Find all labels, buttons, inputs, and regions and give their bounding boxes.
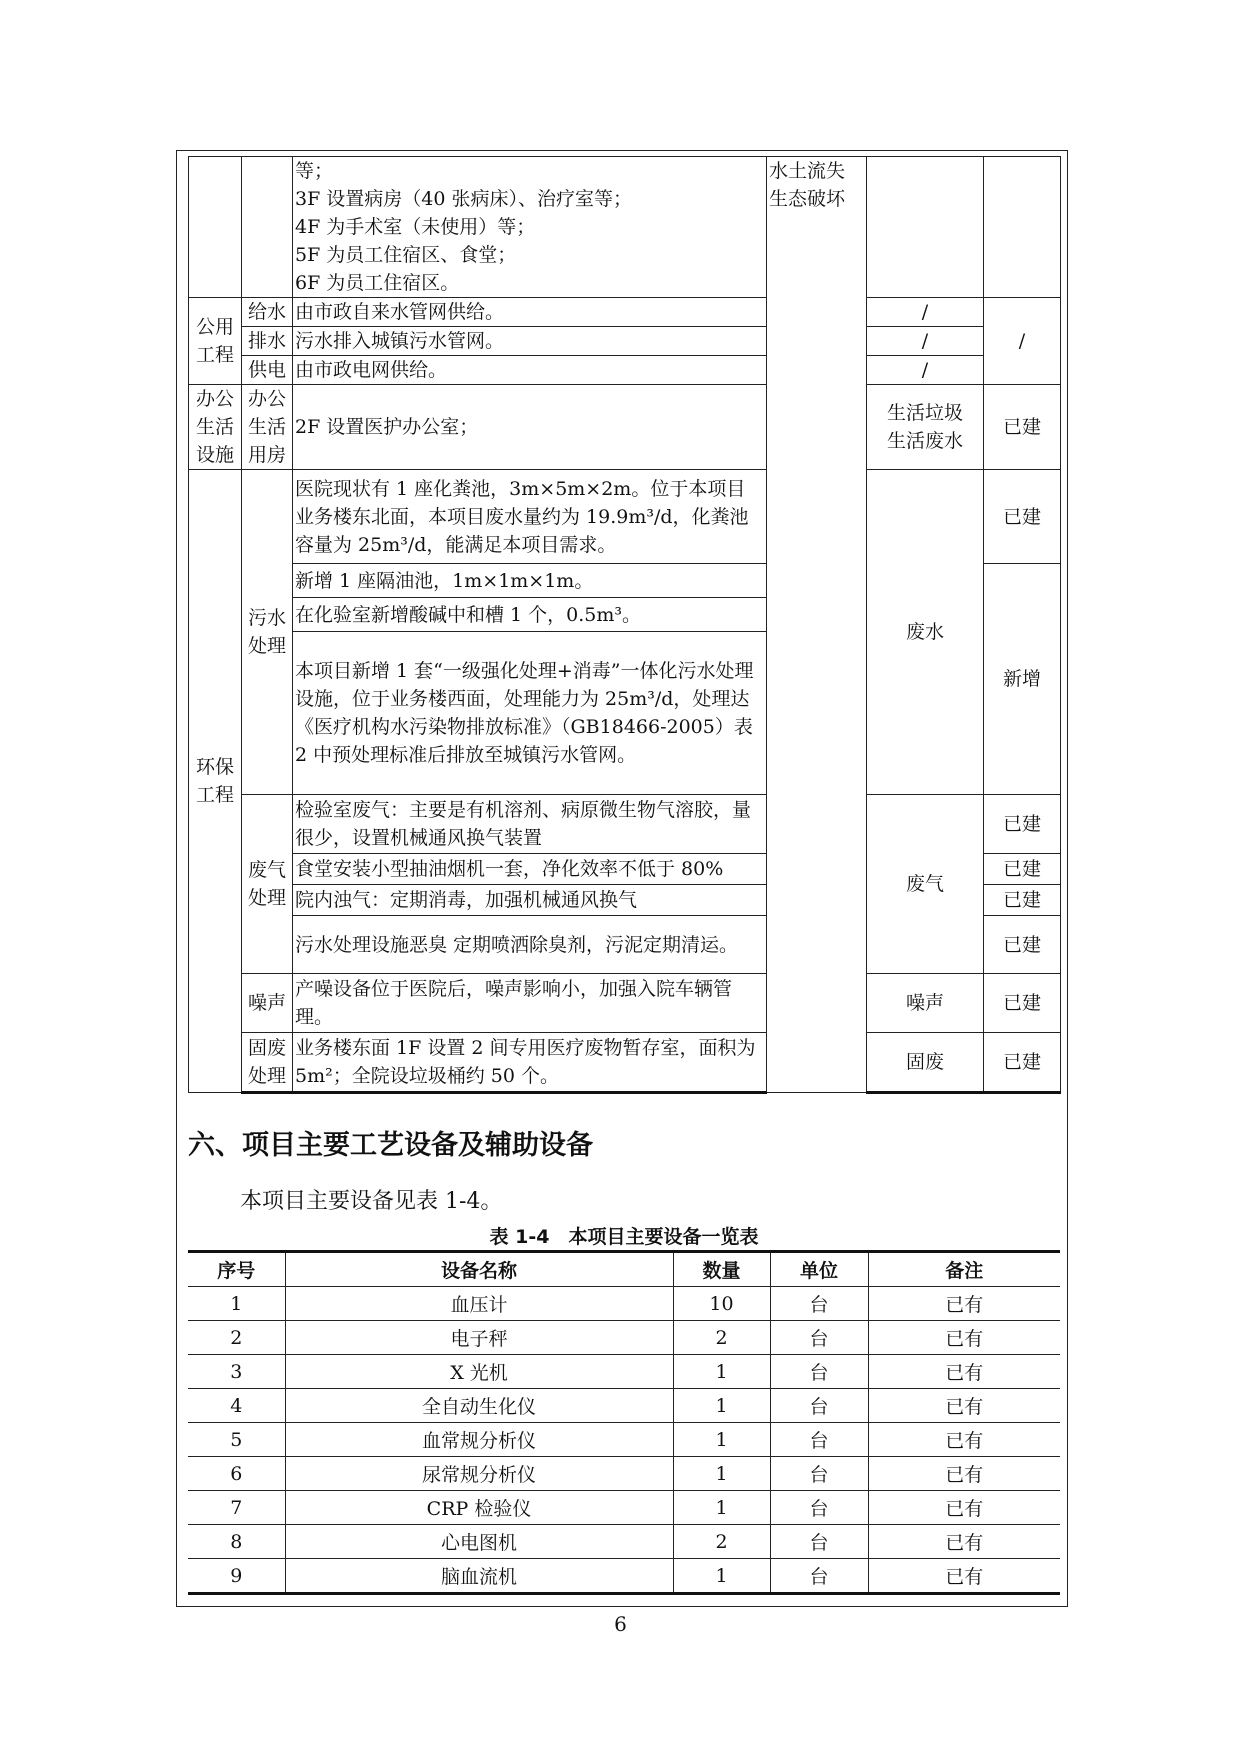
table-cell: 1 [673,1559,770,1594]
table-cell: 台 [770,1491,868,1525]
table-cell: 9 [188,1559,285,1594]
header-cell: 数量 [673,1252,770,1287]
table-cell: 1 [673,1457,770,1491]
table-cell: 台 [770,1321,868,1355]
table-cell [293,157,767,298]
content-cell: 食堂安装小型抽油烟机一套，净化效率不低于 80% [293,854,767,885]
category-cell: 环保工程 [189,470,242,1093]
item-cell: 噪声 [242,974,293,1033]
category-cell: 办公生活设施 [189,385,242,470]
status-cell: 已建 [984,795,1061,854]
table-row [189,327,1061,356]
item-cell: 排水 [242,327,293,356]
table-header-row [188,1252,1060,1287]
table-cell: 1 [673,1423,770,1457]
table-cell: 已有 [868,1287,1060,1321]
line: 5F 为员工住宿区、食堂； [295,244,517,266]
table-cell: 已有 [868,1525,1060,1559]
table-row [188,1423,1060,1457]
table-cell: 2 [188,1321,285,1355]
content-cell: 业务楼东面 1F 设置 2 间专用医疗废物暂存室，面积为 5m²；全院设垃圾桶约 50 个。 [293,1033,767,1093]
pollutant-cell: 废气 [867,795,984,974]
line: 6F 为员工住宿区。 [295,272,460,294]
table-cell: 已有 [868,1389,1060,1423]
status-cell: 已建 [984,974,1061,1033]
section-heading: 六、项目主要工艺设备及辅助设备 [188,1130,593,1161]
line: 生活垃圾 [886,402,963,424]
table-cell: 7 [188,1491,285,1525]
table-cell: 1 [673,1491,770,1525]
table-cell: 1 [673,1389,770,1423]
table-row [189,974,1061,1033]
table-cell: 血常规分析仪 [285,1423,673,1457]
table-cell: 已有 [868,1321,1060,1355]
table-cell [242,157,293,298]
pollutant-cell: / [867,327,984,356]
table-cell: 脑血流机 [285,1559,673,1594]
line: 3F 设置病房（40 张病床）、治疗室等； [295,188,633,210]
table-cell: 3 [188,1355,285,1389]
table-cell: 心电图机 [285,1525,673,1559]
line: 4F 为手术室（未使用）等； [295,216,536,238]
table-caption: 表 1-4 本项目主要设备一览表 [489,1226,759,1248]
table-cell: 4 [188,1389,285,1423]
table-cell: 已有 [868,1559,1060,1594]
status-cell: 已建 [984,1033,1061,1093]
item-cell: 给水 [242,298,293,327]
table-row [189,470,1061,564]
header-cell: 单位 [770,1252,868,1287]
content-cell: 在化验室新增酸碱中和槽 1 个，0.5m³。 [293,598,767,632]
table-row [189,1033,1061,1093]
item-cell: 固废处理 [242,1033,293,1093]
content-cell: 2F 设置医护办公室； [293,385,767,470]
content-cell: 检验室废气：主要是有机溶剂、病原微生物气溶胶，量很少，设置机械通风换气装置 [293,795,767,854]
table-row [188,1491,1060,1525]
table-cell: 血压计 [285,1287,673,1321]
status-cell: 已建 [984,385,1061,470]
status-cell: 已建 [984,885,1061,916]
pollutant-cell: 废水 [867,470,984,795]
table-row [188,1457,1060,1491]
content-cell: 医院现状有 1 座化粪池，3m×5m×2m。位于本项目业务楼东北面，本项目废水量约为 19.9m³/d，化粪池容量为 25m³/d，能满足本项目需求。 [293,470,767,564]
table-cell: 台 [770,1559,868,1594]
pollutant-cell: 噪声 [867,974,984,1033]
category-cell: 公用工程 [189,298,242,385]
table-cell: 已有 [868,1355,1060,1389]
header-cell: 序号 [188,1252,285,1287]
table-cell: 台 [770,1525,868,1559]
table-row [189,298,1061,327]
header-cell: 设备名称 [285,1252,673,1287]
item-cell: 供电 [242,356,293,385]
pollutant-cell: / [867,356,984,385]
status-cell: 新增 [984,564,1061,795]
status-cell: 已建 [984,470,1061,564]
table-cell: 6 [188,1457,285,1491]
line: 生态破坏 [769,188,846,210]
content-cell: 新增 1 座隔油池，1m×1m×1m。 [293,564,767,598]
table-row [188,1321,1060,1355]
item-cell: 办公生活用房 [242,385,293,470]
content-cell: 污水排入城镇污水管网。 [293,327,767,356]
item-cell: 污水处理 [242,470,293,795]
table-cell: 1 [673,1355,770,1389]
equipment-table [188,1250,1060,1595]
table-row [188,1559,1060,1594]
line: 水土流失 [769,160,846,182]
table-cell [189,157,242,298]
line: 生活废水 [886,430,963,452]
table-cell: 全自动生化仪 [285,1389,673,1423]
content-cell: 本项目新增 1 套“一级强化处理+消毒”一体化污水处理设施，位于业务楼西面，处理能力为 25m³/d，处理达《医疗机构水污染物排放标准》（GB18466-2005）表 2 中预处理标准后排放至城镇污水管网。 [293,632,767,795]
table-cell: 台 [770,1457,868,1491]
line: 等； [295,160,334,182]
pollutant-cell [867,385,984,470]
status-cell: / [984,298,1061,385]
table-cell: CRP 检验仪 [285,1491,673,1525]
status-cell: 已建 [984,916,1061,974]
header-cell: 备注 [868,1252,1060,1287]
table-cell: 已有 [868,1423,1060,1457]
table-row [188,1355,1060,1389]
pollutant-cell: 固废 [867,1033,984,1093]
table-cell: 2 [673,1321,770,1355]
table-cell: 台 [770,1423,868,1457]
table-cell [867,157,984,298]
content-cell: 院内浊气：定期消毒，加强机械通风换气 [293,885,767,916]
table-cell: 台 [770,1287,868,1321]
table-cell: 10 [673,1287,770,1321]
item-cell: 废气处理 [242,795,293,974]
impact-cell [767,157,867,1093]
table-cell: 1 [188,1287,285,1321]
table-cell: 已有 [868,1457,1060,1491]
content-cell: 由市政自来水管网供给。 [293,298,767,327]
table-row [188,1525,1060,1559]
table-cell: 已有 [868,1491,1060,1525]
status-cell: 已建 [984,854,1061,885]
content-cell: 产噪设备位于医院后，噪声影响小，加强入院车辆管理。 [293,974,767,1033]
section-intro: 本项目主要设备见表 1-4。 [240,1189,503,1214]
table-row [189,385,1061,470]
table-row [189,795,1061,854]
engineering-composition-table [188,156,1061,1094]
table-cell: 5 [188,1423,285,1457]
page-number: 6 [614,1612,627,1636]
table-cell [984,157,1061,298]
content-cell: 污水处理设施恶臭 定期喷洒除臭剂，污泥定期清运。 [293,916,767,974]
table-cell: 台 [770,1389,868,1423]
table-row [188,1389,1060,1423]
table-cell: X 光机 [285,1355,673,1389]
table-row [188,1287,1060,1321]
table-row [189,356,1061,385]
table-cell: 8 [188,1525,285,1559]
table-cell: 尿常规分析仪 [285,1457,673,1491]
table-cell: 电子秤 [285,1321,673,1355]
table-row [189,157,1061,298]
pollutant-cell: / [867,298,984,327]
table-cell: 台 [770,1355,868,1389]
table-cell: 2 [673,1525,770,1559]
content-cell: 由市政电网供给。 [293,356,767,385]
